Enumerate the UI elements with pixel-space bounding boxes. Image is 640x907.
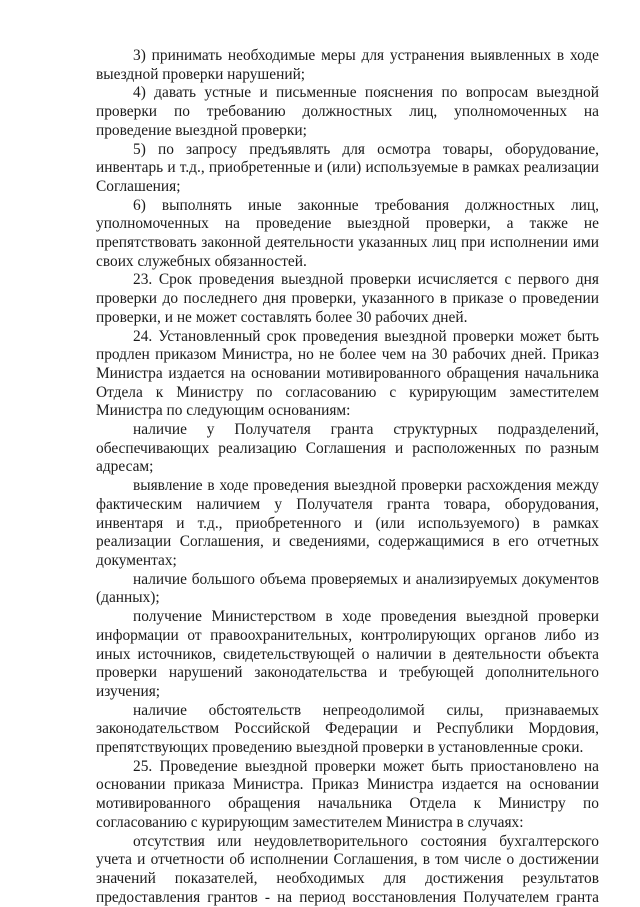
paragraph-ground-volume: наличие большого объема проверяемых и анализируемых документов (данных);	[96, 570, 599, 607]
paragraph-clause-23: 23. Срок проведения выездной проверки исчисляется с первого дня проверки до последнего дня проверки, указанного в приказе о проведении проверки, и не может составлять более 30 рабочих дней.	[96, 271, 599, 326]
paragraph-ground-discrepancy: выявление в ходе проведения выездной проверки расхождения между фактическим наличием у Получателя гранта товара, оборудования, инвентаря и т.д., приобретенного и (или используемого) в рамках реализации Соглашения, и сведениями, содержащимися в его отчетных документах;	[96, 477, 599, 569]
paragraph-ground-force-majeure: наличие обстоятельств непреодолимой силы, признаваемых законодательством Российской Федерации и Республики Мордовия, препятствующих проведению выездной проверки в установленные сроки.	[96, 701, 599, 757]
paragraph-item-6: 6) выполнять иные законные требования должностных лиц, уполномоченных на проведение выездной проверки, а также не препятствовать законной деятельности указанных лиц при исполнении ими своих служебных обязанностей.	[96, 196, 599, 270]
paragraph-item-3: 3) принимать необходимые меры для устранения выявленных в ходе выездной проверки нарушений;	[96, 47, 599, 83]
document-body	[96, 47, 599, 907]
paragraph-clause-25: 25. Проведение выездной проверки может быть приостановлено на основании приказа Министра. Приказ Министра издается на основании мотивированного обращения начальника Отдела к Министру по согласованию с курирующим заместителем Министра в случаях:	[96, 757, 599, 831]
paragraph-ground-information: получение Министерством в ходе проведения выездной проверки информации от правоохранительных, контролирующих органов либо из иных источников, свидетельствующей о наличии в деятельности объекта проверки нарушений законодательства и требующей дополнительного изучения;	[96, 608, 599, 700]
paragraph-ground-branches: наличие у Получателя гранта структурных подразделений, обеспечивающих реализацию Соглашения и расположенных по разным адресам;	[96, 421, 599, 476]
paragraph-item-4: 4) давать устные и письменные пояснения по вопросам выездной проверки по требованию должностных лиц, уполномоченных на проведение выездной проверки;	[96, 84, 599, 139]
paragraph-case-accounting: отсутствия или неудовлетворительного состояния бухгалтерского учета и отчетности об исполнении Соглашения, в том числе о достижении значений показателей, необходимых для достижения результатов предоставления грантов - на период восстановления Получателем гранта	[96, 832, 599, 906]
paragraph-item-5: 5) по запросу предъявлять для осмотра товары, оборудование, инвентарь и т.д., приобретенные и (или) используемые в рамках реализации Соглашения;	[96, 140, 599, 195]
paragraph-clause-24: 24. Установленный срок проведения выездной проверки может быть продлен приказом Министра, но не более чем на 30 рабочих дней. Приказ Министра издается на основании мотивированного обращения начальника Отдела к Министру по согласованию с курирующим заместителем Министра по следующим основаниям:	[96, 327, 599, 420]
